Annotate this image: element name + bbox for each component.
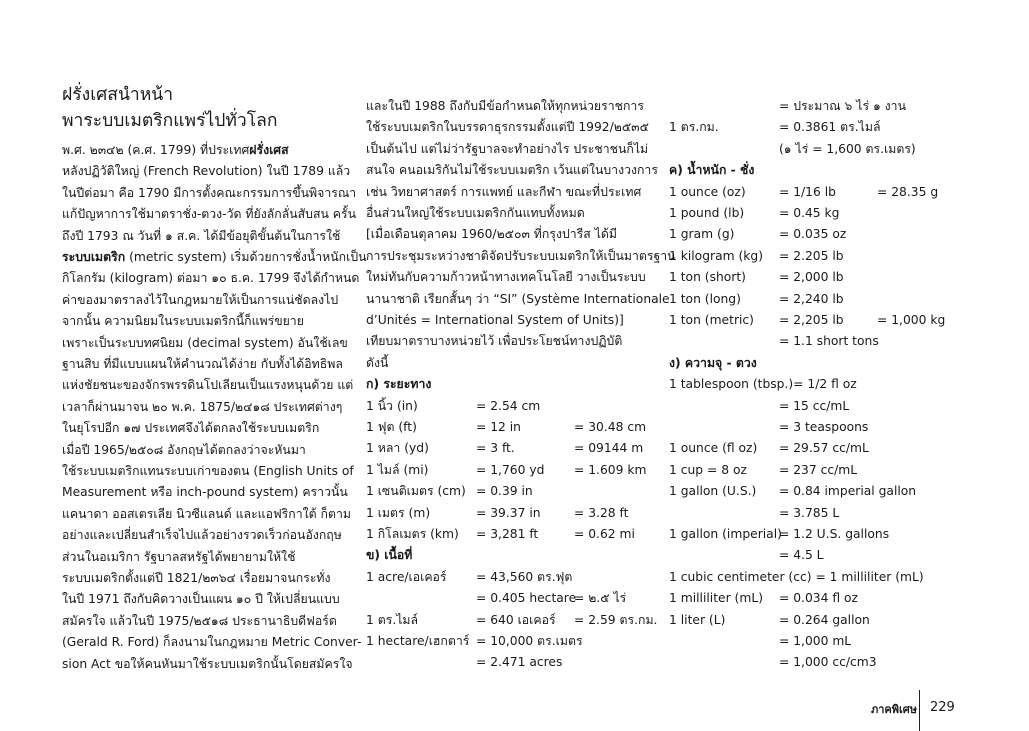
- col3-cell: (๑ ไร่ = 1,600 ตร.เมตร): [779, 141, 916, 156]
- col2-text: นานาชาติ เรียกสั้นๆ ว่า “SI” (Système Internationale: [366, 291, 670, 306]
- col3-cell: 1 kilogram (kg): [669, 248, 764, 263]
- col3-cell: 1 ton (long): [669, 291, 741, 306]
- col3-cell: = 1.1 short tons: [779, 334, 879, 349]
- col3-cell: = 4.5 L: [779, 548, 824, 563]
- col1-text: จากนั้น ความนิยมในระบบเมตริกนี้ก็แพร่ขยาย: [62, 314, 304, 329]
- col1-text: แคนาดา ออสเตรเลีย นิวซีแลนด์ และแอฟริกาใต้ ก็ตาม: [62, 506, 351, 521]
- col1-text: ในปี 1971 ถึงกับคิดวางเป็นแผน ๑๐ ปี ให้เปลี่ยนแบบ: [62, 592, 340, 607]
- col3-cell: = 2,240 lb: [779, 291, 844, 306]
- col2-cell: 1 ตร.ไมล์: [366, 612, 419, 627]
- col2-text: ใช้ระบบเมตริกในบรรดาธุรกรรมตั้งแต่ปี 1992/๒๕๓๕: [366, 120, 649, 135]
- col2-cell: 1 นิ้ว (in): [366, 398, 418, 413]
- col2-cell: 1 เซนติเมตร (cm): [366, 484, 466, 499]
- col1-text: ใช้ระบบเมตริกแทนระบบเก่าของตน (English Units of: [62, 464, 354, 478]
- col2-cell: 1 เมตร (m): [366, 505, 431, 520]
- col3-cell: = 237 cc/mL: [779, 462, 858, 477]
- col3-cell: 1 ตร.กม.: [669, 120, 719, 135]
- col3-cell: = ประมาณ ๖ ไร่ ๑ งาน: [779, 99, 906, 113]
- col1-text: ในปีต่อมา คือ 1790 มีการตั้งคณะกรรมการขึ้นพิจารณา: [62, 185, 357, 200]
- col2-text: อื่นส่วนใหญ่ใช้ระบบเมตริกกันแทบทั้งหมด: [366, 206, 585, 220]
- col3-cell: = 3.785 L: [779, 505, 840, 520]
- col3-cell: = 1,000 cc/cm3: [779, 655, 877, 670]
- col3-cell: 1 ounce (oz): [669, 184, 746, 199]
- col3-cell: 1 liter (L): [669, 612, 726, 627]
- col2-cell: = 2.54 cm: [476, 398, 541, 413]
- footer-divider: [919, 690, 920, 731]
- col1-text: เวลาก็ผ่านมาจน ๒๐ พ.ค. 1875/๒๔๑๘ ประเทศต่างๆ: [62, 399, 343, 414]
- col1-text: แก้ปัญหาการใช้มาตราชั่ง-ตวง-วัด ที่ยังลักลั่นสับสน ครั้น: [62, 207, 357, 222]
- col1-text: (Gerald R. Ford) ก็ลงนามในกฎหมาย Metric Conver-: [62, 635, 362, 650]
- col2-text: เป็นต้นไป แต่ไม่ว่ารัฐบาลจะทำอย่างไร ประชาชนก็ไม่: [366, 141, 649, 156]
- col3-cell: = 0.035 oz: [779, 227, 847, 242]
- col2-text: และในปี 1988 ถึงกับมีข้อกำหนดให้ทุกหน่วยราชการ: [366, 99, 644, 113]
- col2-cell: = 09144 m: [574, 441, 644, 456]
- col2-text: d’Unités = International System of Units)]: [366, 313, 624, 327]
- col2-text: ข) เนื้อที่: [366, 548, 413, 563]
- col1-text: Measurement หรือ inch-pound system) คราวนั้น: [62, 485, 348, 500]
- col1-text: ส่วนในอเมริกา รัฐบาลสหรัฐได้พยายามให้ใช้: [62, 549, 296, 564]
- col2-cell: 1 กิโลเมตร (km): [366, 527, 459, 541]
- col3-cell: = 0.84 imperial gallon: [779, 484, 917, 499]
- col2-cell: = 0.405 hectare: [476, 591, 577, 606]
- col1-text: (metric system) เริ่มด้วยการชั่งน้ำหนักเป็น: [125, 250, 367, 264]
- col3-cell: = 3 teaspoons: [779, 420, 869, 434]
- col2-cell: = 1,760 yd: [476, 462, 545, 477]
- col3-cell: = 15 cc/mL: [779, 398, 850, 413]
- col3-cell: = 2,000 lb: [779, 270, 844, 285]
- col3-cell: = 2.205 lb: [779, 248, 844, 263]
- col2-cell: = 10,000 ตร.เมตร: [476, 634, 583, 648]
- col3-cell: 1 ton (short): [669, 270, 746, 285]
- article-title-line: ฝรั่งเศสนำหน้า: [62, 85, 174, 105]
- col1-text: ระบบเมตริกตั้งแต่ปี 1821/๒๓๖๔ เรื่อยมาจนกระทั่ง: [62, 571, 331, 585]
- col3-cell: 1 gram (g): [669, 227, 735, 242]
- col3-cell: = 0.264 gallon: [779, 612, 870, 627]
- col3-text: ง) ความจุ - ตวง: [669, 355, 757, 370]
- col3-cell: 1 ton (metric): [669, 313, 754, 327]
- col3-cell: = 28.35 g: [877, 184, 939, 199]
- col3-text: ค) น้ำหนัก - ชั่ง: [669, 163, 755, 178]
- col2-text: เทียบมาตราบางหน่วยไว้ เพื่อประโยชน์ทางปฏิบัติ: [366, 334, 623, 349]
- col2-cell: = 2.471 acres: [476, 655, 563, 670]
- col3-cell: 1 gallon (U.S.): [669, 484, 757, 499]
- col3-cell: = 29.57 cc/mL: [779, 441, 869, 456]
- col3-cell: = 0.3861 ตร.ไมล์: [779, 120, 881, 135]
- footer-section-label: ภาคพิเศษ: [871, 703, 918, 716]
- col1-text: เมื่อปี 1965/๒๕๐๘ อังกฤษได้ตกลงว่าจะหันมา: [62, 442, 306, 457]
- col2-cell: = 3 ft.: [476, 441, 515, 456]
- col2-text: การประชุมระหว่างชาติจัดปรับระบบเมตริกให้เป็นมาตรฐาน: [366, 248, 676, 263]
- col3-cell: = 1/16 lb: [779, 184, 836, 199]
- col3-cell: 1 ounce (fl oz): [669, 441, 758, 456]
- col1-text: สมัครใจ แล้วในปี 1975/๒๕๑๘ ประธานาธิบดีฟอร์ด: [62, 613, 337, 628]
- col2-cell: = 1.609 km: [574, 462, 647, 477]
- col3-cell: = 0.034 fl oz: [779, 591, 858, 606]
- col3-cell: 1 milliliter (mL): [669, 591, 763, 606]
- col2-cell: = 30.48 cm: [574, 420, 647, 434]
- col1-text: อย่างและเปลี่ยนสำเร็จไปแล้วอย่างรวดเร็วก่อนอังกฤษ: [62, 528, 342, 543]
- col2-cell: 1 acre/เอเคอร์: [366, 569, 447, 584]
- col1-text: ฝรั่งเศส: [249, 143, 289, 157]
- col3-text: 1 cubic centimeter (cc) = 1 milliliter (mL): [669, 569, 924, 584]
- col2-cell: 1 หลา (yd): [366, 441, 429, 456]
- col2-cell: = 640 เอเคอร์: [476, 612, 556, 627]
- col1-text: เพราะเป็นระบบทศนิยม (decimal system) อันใช้เลข: [62, 335, 348, 350]
- col2-text: เช่น วิทยาศาสตร์ การแพทย์ และกีฬา ขณะที่ประเทศ: [366, 184, 642, 199]
- col1-text: กิโลกรัม (kilogram) ต่อมา ๑๐ ธ.ค. 1799 จึงได้กำหนด: [62, 271, 360, 286]
- col3-cell: 1 cup = 8 oz: [669, 462, 747, 477]
- article-title-line: พาระบบเมตริกแพร่ไปทั่วโลก: [62, 111, 278, 131]
- col3-cell: = 1.2 U.S. gallons: [779, 527, 890, 541]
- col2-text: [เมื่อเดือนตุลาคม 1960/๒๕๐๓ ที่กรุงปารีส ได้มี: [366, 227, 617, 242]
- col3-cell: = 1,000 kg: [877, 313, 946, 327]
- col2-cell: 1 ไมล์ (mi): [366, 462, 429, 477]
- col1-text: ระบบเมตริก: [62, 250, 126, 264]
- col2-text: สนใจ คนอเมริกันไม่ใช้ระบบเมตริก เว้นแต่ในบางวงการ: [366, 163, 658, 178]
- col3-cell: = 1,000 mL: [779, 634, 852, 648]
- page-number: 229: [930, 700, 955, 715]
- col2-cell: = 3,281 ft: [476, 527, 539, 541]
- col2-cell: = 12 in: [476, 420, 521, 434]
- col1-text: ถึงปี 1793 ณ วันที่ ๑ ส.ค. ได้มีข้อยุติขั้นต้นในการใช้: [62, 228, 341, 243]
- col2-cell: = 39.37 in: [476, 505, 541, 520]
- col3-text: 1 tablespoon (tbsp.)= 1/2 fl oz: [669, 377, 857, 392]
- col1-text: ฐานสิบ ที่มีแบบแผนให้คำนวณได้ง่าย กับทั้งได้อิทธิพล: [62, 357, 343, 371]
- col3-cell: = 2,205 lb: [779, 313, 844, 327]
- col3-cell: 1 gallon (imperial): [669, 527, 782, 541]
- col3-cell: = 0.45 kg: [779, 206, 840, 220]
- col2-text: ดังนี้: [366, 355, 389, 370]
- col1-text: ค่าของมาตราลงไว้ในกฎหมายให้เป็นการแน่ชัดลงไป: [62, 292, 339, 307]
- col2-text: ใหม่ทันกับความก้าวหน้าทางเทคโนโลยี วางเป็นระบบ: [366, 270, 646, 285]
- col2-cell: = 0.62 mi: [574, 527, 635, 541]
- col1-text: พ.ศ. ๒๓๔๒ (ค.ศ. 1799) ที่ประเทศ: [62, 143, 250, 157]
- col2-cell: = 0.39 in: [476, 484, 533, 499]
- col2-text: ก) ระยะทาง: [366, 377, 432, 392]
- col1-text: หลังปฏิวัติใหญ่ (French Revolution) ในปี 1789 แล้ว: [62, 164, 351, 179]
- col2-cell: 1 hectare/เฮกตาร์: [366, 634, 470, 648]
- col2-cell: = 3.28 ft: [574, 505, 629, 520]
- col1-text: แห่งชัยชนะของจักรพรรดินโปเลียนเป็นแรงหนุนด้วย แต่: [62, 378, 354, 393]
- col1-text: sion Act ขอให้คนหันมาใช้ระบบเมตริกนั้นโดยสมัครใจ: [62, 656, 353, 671]
- col3-cell: 1 pound (lb): [669, 206, 745, 220]
- col2-cell: = 43,560 ตร.ฟุต: [476, 569, 573, 584]
- col1-text: ในยุโรปอีก ๑๗ ประเทศจึงได้ตกลงใช้ระบบเมตริก: [62, 421, 320, 436]
- col2-cell: = ๒.๕ ไร่: [574, 591, 627, 606]
- col2-cell: = 2.59 ตร.กม.: [574, 612, 658, 627]
- col2-cell: 1 ฟุต (ft): [366, 420, 417, 434]
